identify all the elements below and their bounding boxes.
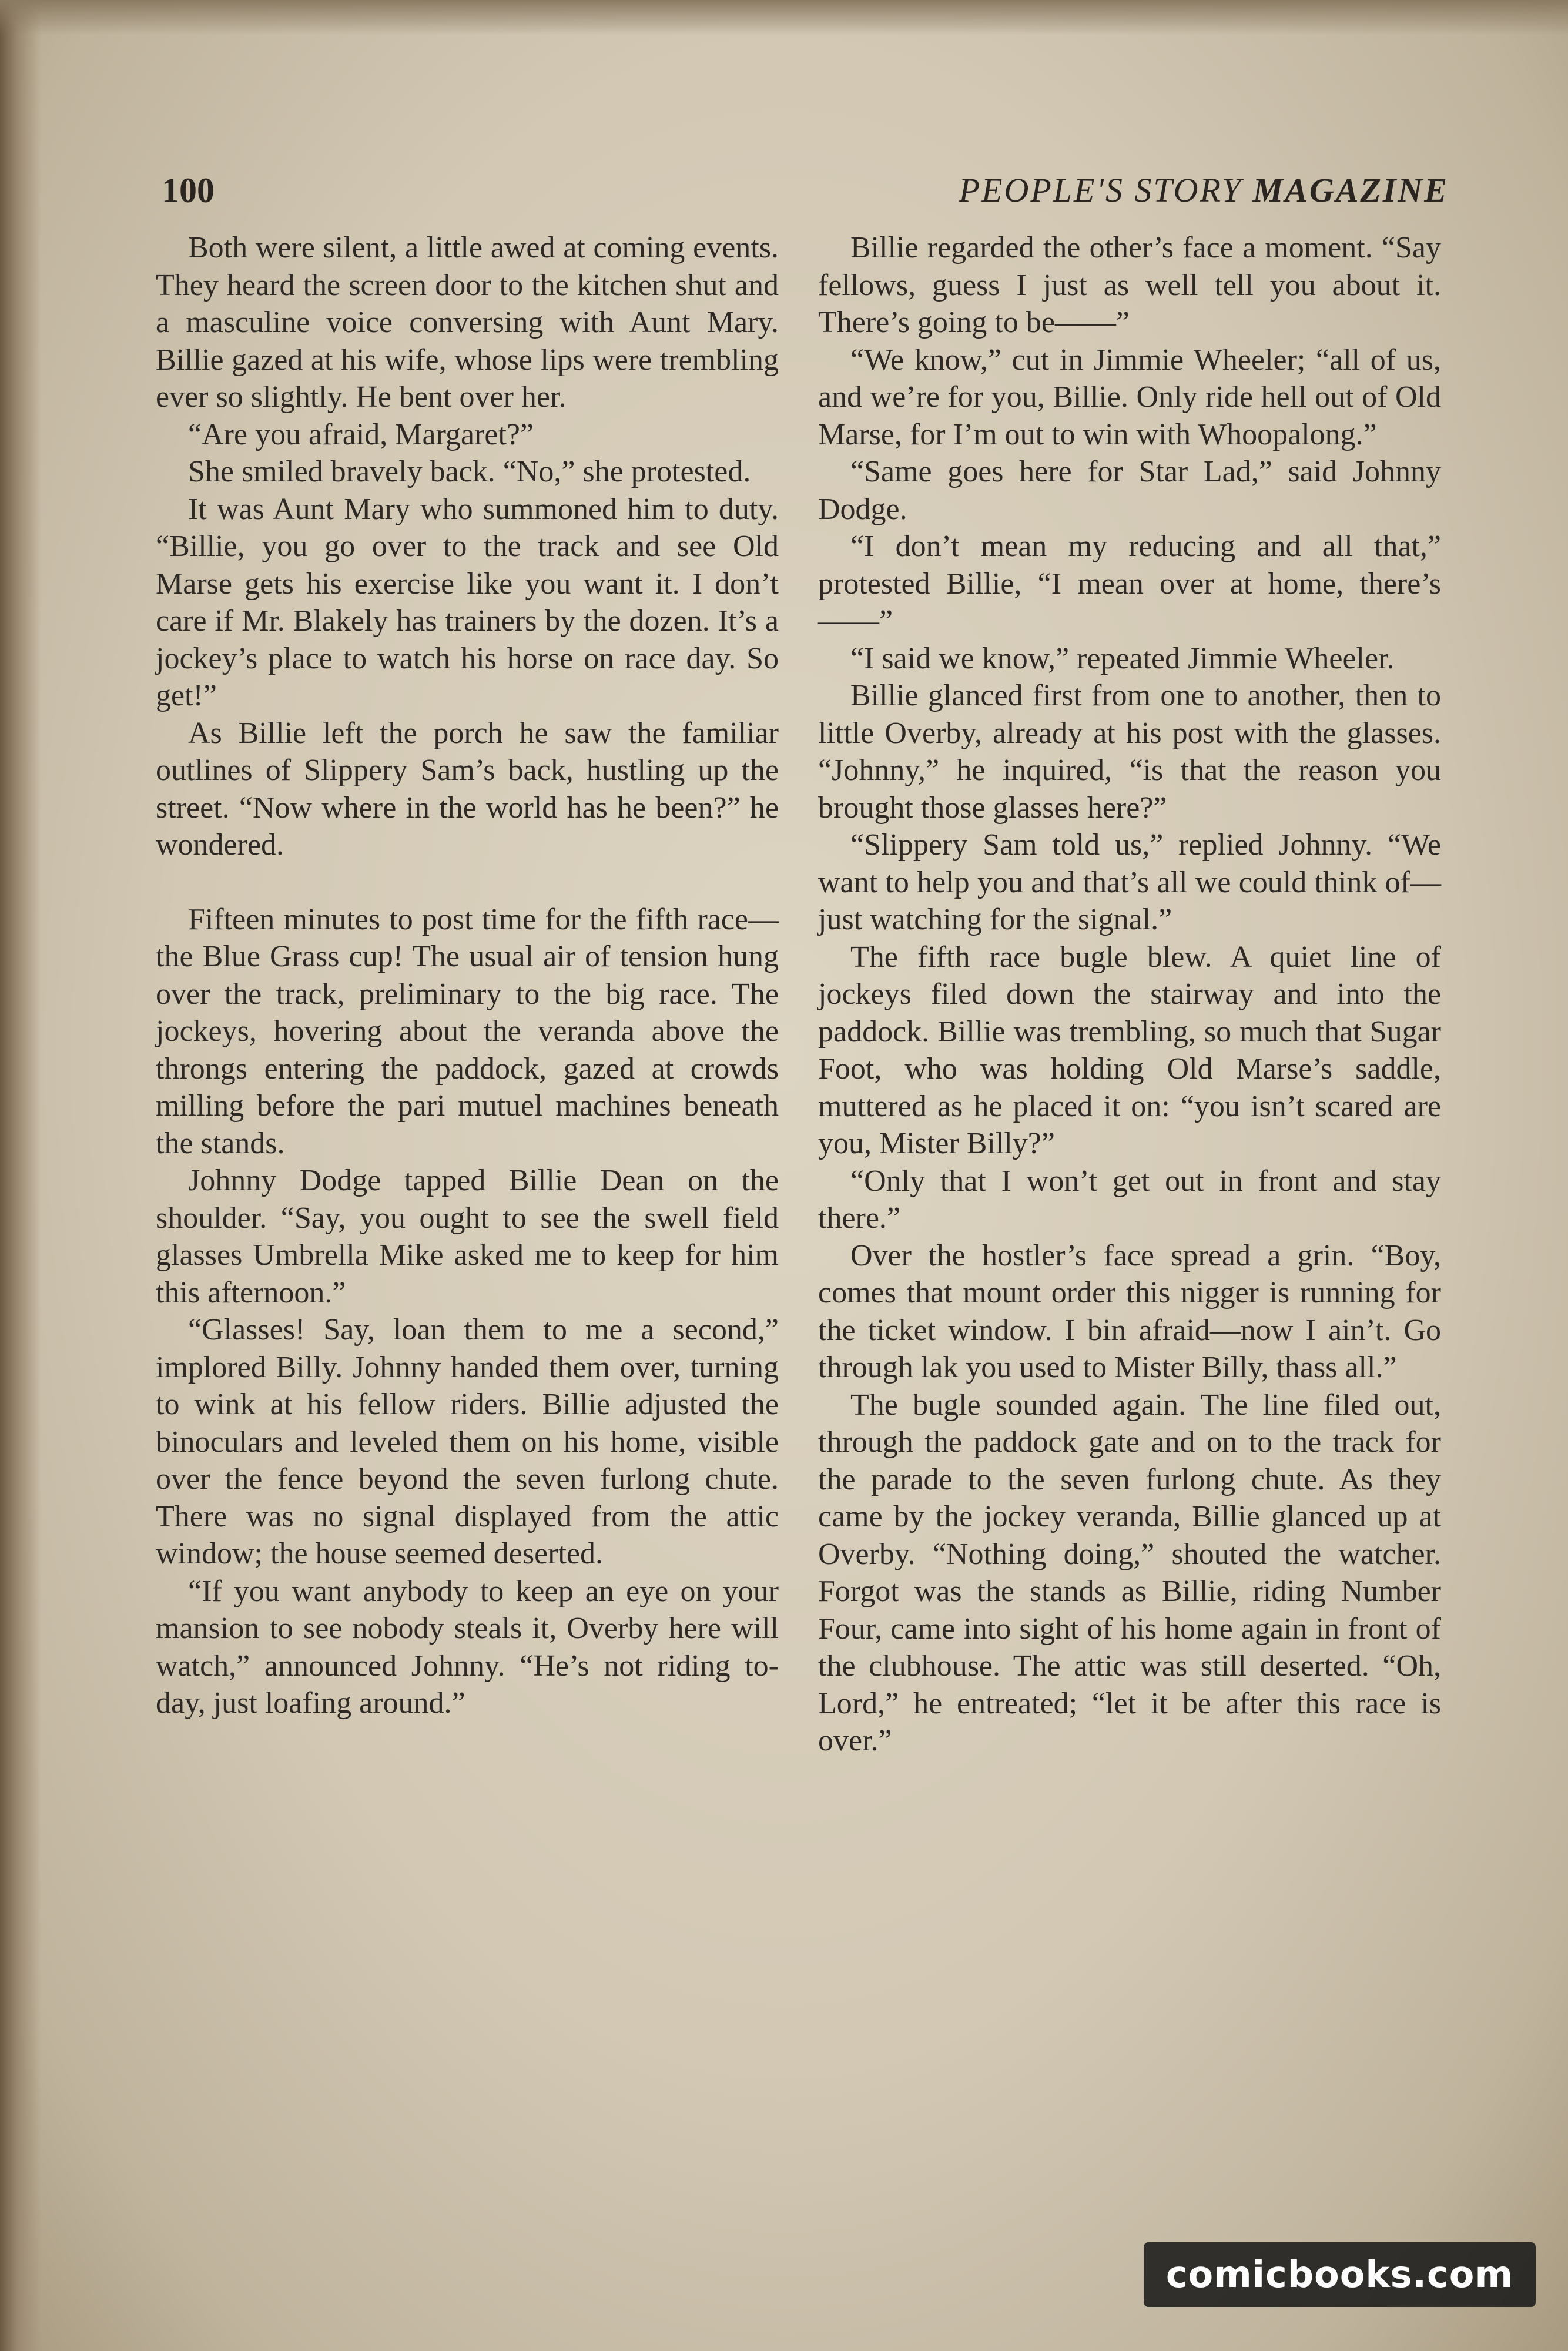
paragraph: “We know,” cut in Jimmie Wheeler; “all of us, and we’re for you, Billie. Only ride hell out of Old Marse, for I’m out to win with Whoopalong.” [818,343,1441,451]
paragraph: Billie regarded the other’s face a moment. “Say fellows, guess I just as well tell you about it. There’s going to be——” [818,231,1441,339]
paragraph: Both were silent, a little awed at coming events. They heard the screen door to the kitchen shut and a masculine voice conversing with Aunt Mary. Billie gazed at his wife, whose lips were trembling ever so slightly. He bent over her. [156,231,779,414]
paragraph: Over the hostler’s face spread a grin. “Boy, comes that mount order this nigger is running for the ticket window. I bin afraid—now I ain’t. Go through lak you used to Mister Billy, thass all.” [818,1238,1441,1384]
running-head [959,170,1449,210]
page-top-edge [0,0,1568,35]
paragraph: “If you want anybody to keep an eye on your mansion to see nobody steals it, Overby here will watch,” announced Johnny. “He’s not riding to-day, just loafing around.” [156,1574,779,1720]
paragraph: “Are you afraid, Margaret?” [188,417,534,451]
paragraph: Johnny Dodge tapped Billie Dean on the shoulder. “Say, you ought to see the swell field glasses Umbrella Mike asked me to keep for him this afternoon.” [156,1164,779,1310]
page-number: 100 [162,171,215,210]
text-column-right [818,229,1441,1760]
paragraph: Billie glanced first from one to another, then to little Overby, already at his post with the glasses. “Johnny,” he inquired, “is that the reason you brought those glasses here?” [818,679,1441,825]
page-spine-shadow [0,0,41,2351]
paragraph: “I said we know,” repeated Jimmie Wheeler. [850,641,1395,675]
paragraph: “Only that I won’t get out in front and stay there.” [818,1164,1441,1235]
paragraph: “Slippery Sam told us,” replied Johnny. “We want to help you and that’s all we could think of—just watching for the signal.” [818,828,1441,936]
paragraph: “Glasses! Say, loan them to me a second,” implored Billy. Johnny handed them over, turning to wink at his fellow riders. Billie adjusted the binoculars and leveled them on his home, visible over the fence beyond the seven furlong chute. There was no signal displayed from the attic window; the house seemed deserted. [156,1313,779,1570]
page-header [156,170,1449,217]
paragraph: As Billie left the porch he saw the familiar outlines of Slippery Sam’s back, hustling up the street. “Now where in the world has he been?” he wondered. [156,716,779,862]
paragraph: Fifteen minutes to post time for the fifth race—the Blue Grass cup! The usual air of tension hung over the track, preliminary to the big race. The jockeys, hovering about the veranda above the throngs entering the paddock, gazed at crowds milling before the pari mutuel machines beneath the stands. [156,902,779,1160]
paragraph: “Same goes here for Star Lad,” said Johnny Dodge. [818,455,1441,526]
watermark-badge: comicbooks.com [1144,2242,1536,2307]
paragraph: She smiled bravely back. “No,” she protested. [188,455,751,488]
running-head-suffix: MAGAZINE [1252,171,1449,209]
text-column-left [156,229,779,1722]
running-head-prefix: PEOPLE'S STORY [959,171,1243,209]
paragraph: It was Aunt Mary who summoned him to duty. “Billie, you go over to the track and see Old Marse gets his exercise like you want it. I don’t care if Mr. Blakely has trainers by the dozen. It’s a jockey’s place to watch his horse on race day. So get!” [156,492,779,712]
paragraph: The fifth race bugle blew. A quiet line of jockeys filed down the stairway and into the paddock. Billie was trembling, so much that Sugar Foot, who was holding Old Marse’s saddle, muttered as he placed it on: “you isn’t scared are you, Mister Billy?” [818,940,1441,1160]
paragraph: The bugle sounded again. The line filed out, through the paddock gate and on to the track for the parade to the seven furlong chute. As they came by the jockey veranda, Billie glanced up at Overby. “Nothing doing,” shouted the watcher. Forgot was the stands as Billie, riding Number Four, came into sight of his home again in front of the clubhouse. The attic was still deserted. “Oh, Lord,” he entreated; “let it be after this race is over.” [818,1388,1441,1757]
paragraph: “I don’t mean my reducing and all that,” protested Billie, “I mean over at home, there’s——” [818,530,1441,638]
